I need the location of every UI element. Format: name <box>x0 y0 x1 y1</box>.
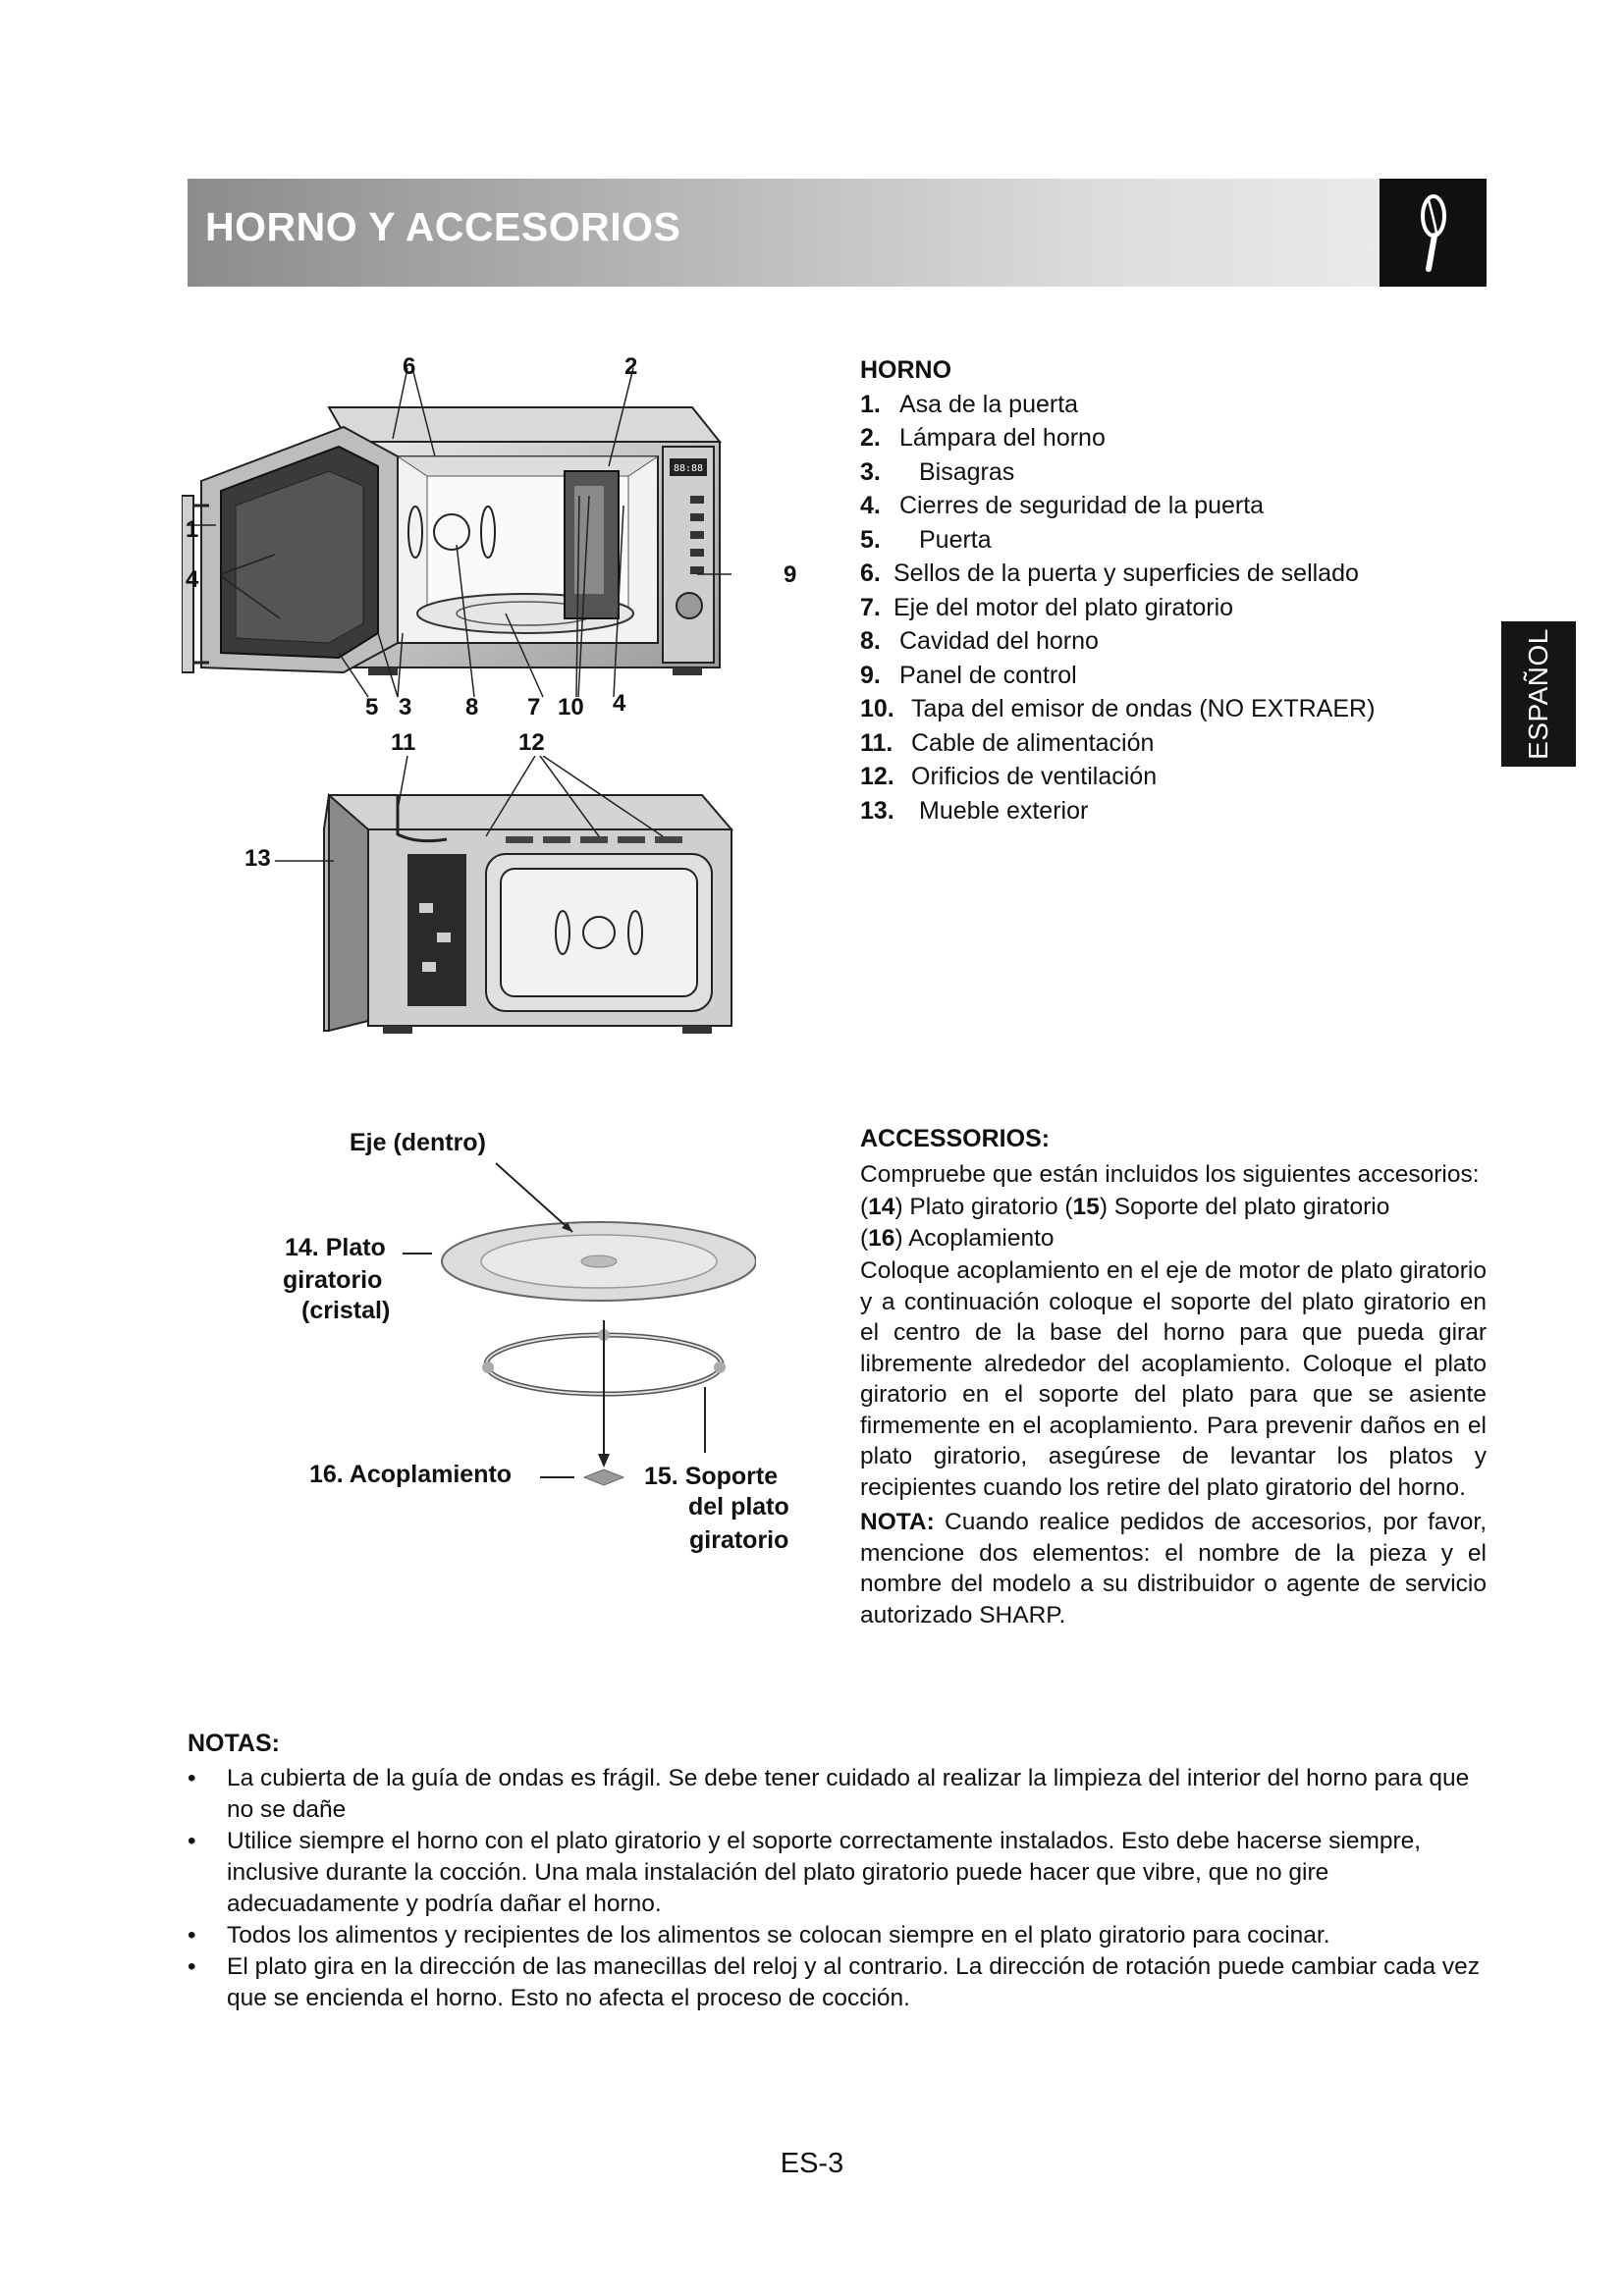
accessories-instructions: Coloque acoplamiento en el eje de motor de plato giratorio y a continuación coloque el soporte del plato giratorio en el centro de la base del horno para que pueda girar libremente alrededor del acoplamiento. Coloque el plato giratorio en el soporte del plato para que se asiente firmemente en el acoplamiento. Para prevenir daños en el plato giratorio, asegúrese de levantar los platos y recipientes cuando los retire del plato giratorio del horno. <box>860 1257 1487 1501</box>
page-number: ES-3 <box>780 2148 844 2179</box>
list-item: 6. Sellos de la puerta y superficies de sellado <box>860 560 1359 587</box>
label-1: 1 <box>186 516 199 543</box>
list-item: • Todos los alimentos y recipientes de los alimentos se colocan siempre en el plato giratorio para cocinar. <box>188 1922 1330 1949</box>
list-item: 13. Mueble exterior <box>860 796 1089 825</box>
list-item: • El plato gira en la dirección de las manecillas del reloj y al contrario. La dirección de rotación puede cambiar cada vez que se encienda el horno. Esto no afecta el proceso de cocción. <box>188 1953 1481 2011</box>
oven-back-diagram <box>250 756 741 1041</box>
list-item: • La cubierta de la guía de ondas es frágil. Se debe tener cuidado al realizar la limpieza del interior del horno para que no se dañe <box>188 1765 1470 1823</box>
label-8: 8 <box>465 694 479 721</box>
header-icon-box <box>1380 179 1487 287</box>
list-item: 8. Cavidad del horno <box>860 627 1099 655</box>
accessories-section <box>860 1124 1487 1630</box>
oven-heading: HORNO <box>860 356 952 384</box>
accessories-parts-line-2: (16) Acoplamiento <box>860 1224 1055 1252</box>
oven-front-diagram <box>182 348 810 731</box>
accessories-intro: Compruebe que están incluidos los siguientes accesorios: <box>860 1160 1480 1188</box>
list-item: 10. Tapa del emisor de ondas (NO EXTRAER) <box>860 695 1376 722</box>
list-item: 1. Asa de la puerta <box>860 390 1079 418</box>
plate-label-1: 14. Plato <box>285 1234 386 1261</box>
label-4b: 4 <box>613 690 626 717</box>
label-10: 10 <box>558 694 584 721</box>
label-3: 3 <box>399 694 412 721</box>
support-label-2: del plato <box>688 1493 789 1521</box>
list-item: 7. Eje del motor del plato giratorio <box>860 593 1234 621</box>
list-item: • Utilice siempre el horno con el plato giratorio y el soporte correctamente instalados. Esto debe hacerse siempre, inclusive durante la cocción. Una mala instalación del plato giratorio puede hacer que vibre, que no gire adecuadamente y podría dañar el horno. <box>188 1828 1422 1917</box>
notes-section <box>188 1728 1493 2014</box>
label-7: 7 <box>527 694 541 721</box>
list-item: 4. Cierres de seguridad de la puerta <box>860 492 1265 519</box>
label-2: 2 <box>624 353 638 380</box>
list-item: 11. Cable de alimentación <box>860 728 1155 757</box>
notes-list <box>188 1763 1493 2014</box>
plate-label-3: (cristal) <box>301 1297 391 1324</box>
coupling-label: 16. Acoplamiento <box>309 1461 513 1488</box>
label-13: 13 <box>244 845 271 872</box>
notes-heading: NOTAS: <box>188 1730 280 1757</box>
list-item: 3. Bisagras <box>860 457 1015 486</box>
label-11: 11 <box>391 729 416 756</box>
support-label-3: giratorio <box>689 1526 789 1554</box>
list-item: 2. Lámpara del horno <box>860 424 1106 452</box>
plate-label-2: giratorio <box>283 1266 383 1294</box>
language-tab-label: ESPAÑOL <box>1523 628 1553 760</box>
accessories-parts-line-1: (14) Plato giratorio (15) Soporte del plato giratorio <box>860 1194 1390 1220</box>
list-item: 12. Orificios de ventilación <box>860 763 1158 790</box>
label-5: 5 <box>365 694 379 721</box>
oven-parts-list <box>860 353 1489 828</box>
list-item: 5. Puerta <box>860 525 992 554</box>
label-9: 9 <box>784 561 797 588</box>
label-12: 12 <box>518 729 545 756</box>
accessories-heading: ACCESSORIOS: <box>860 1125 1051 1152</box>
shaft-label: Eje (dentro) <box>350 1129 486 1156</box>
label-6: 6 <box>403 353 416 380</box>
display-readout: 88:88 <box>673 463 704 474</box>
support-label-1: 15. Soporte <box>644 1463 779 1490</box>
whisk-icon <box>1380 179 1487 287</box>
list-item: 9. Panel de control <box>860 661 1077 689</box>
accessories-note: NOTA: Cuando realice pedidos de accesorios, por favor, mencione dos elementos: el nombre de la pieza y el nombre del modelo a su distribuidor o agente de servicio autorizado SHARP. <box>860 1509 1487 1629</box>
page-title: HORNO Y ACCESORIOS <box>205 204 681 249</box>
label-4a: 4 <box>186 566 199 593</box>
